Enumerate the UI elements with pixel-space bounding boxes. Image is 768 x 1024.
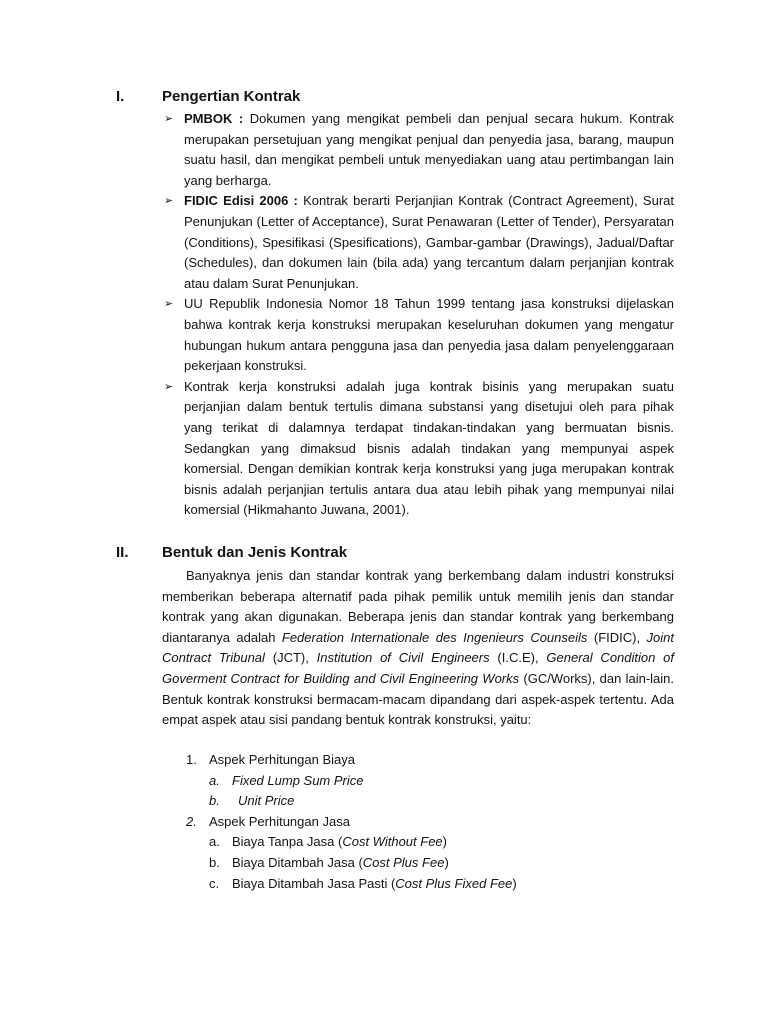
bullet-item (162, 294, 674, 376)
subitem-letter: b. (209, 793, 220, 809)
subitem-text-post: ) (442, 834, 447, 850)
para-term: Federation Internationale des Ingenieurs Counseils (281, 629, 588, 645)
bullet-text: Kontrak berarti Perjanjian Kontrak (Contract Agreement), Surat Penunjukan (Letter of Acceptance), Surat Penawaran (Letter of Tender), Persyaratan (Conditions), Spesifikasi (Spesifications), Gambar-gambar (Drawings), Jadual/Daftar (Schedules), dan dokumen lain (bila ada) yang tercantum dalam perjanjian kontrak atau dalam Surat Penunjukan. (184, 193, 675, 291)
aspect-subitem (162, 771, 674, 792)
subitem-term: Cost Without Fee (342, 834, 443, 850)
para-text: (JCT), (264, 650, 317, 666)
section-1-bullet-list (162, 109, 674, 521)
bullet-lead: PMBOK : (184, 111, 244, 126)
section-1-number: I. (116, 88, 125, 105)
section-2-title: Bentuk dan Jenis Kontrak (162, 544, 348, 561)
subitem-letter: b. (209, 854, 220, 870)
para-text: (GC/Works), dan lain-lain. Bentuk kontrak konstruksi bermacam-macam dipandang dari aspek-aspek tertentu. Ada empat aspek atau sisi pandang bentuk kontrak konstruksi, yaitu: (162, 670, 674, 728)
para-text: Banyaknya jenis dan standar kontrak yang berkembang dalam industri konstruksi memberikan beberapa alternatif pada pihak pemilik untuk memilih jenis dan standar kontrak yang akan digunakan. Beberapa jenis dan standar kontrak yang berkembang diantaranya adalah (162, 568, 674, 645)
subitem-letter: a. (209, 772, 220, 788)
subitem-text-post: ) (512, 875, 517, 891)
subitem-term: Cost Plus Fixed Fee (395, 875, 513, 891)
aspect-subitem (162, 791, 674, 812)
para-text: (FIDIC), (587, 629, 647, 645)
bullet-text: Dokumen yang mengikat pembeli dan penjual secara hukum. Kontrak merupakan persetujuan yang mengikat penjual dan penyedia jasa, barang, maupun suatu hasil, dan mengikat pembeli untuk menyediakan uang atau pertimbangan lain yang berharga. (184, 111, 674, 188)
subitem-text (232, 832, 447, 853)
subitem-text-pre: Biaya Ditambah Jasa Pasti ( (232, 875, 396, 891)
subitem-term: Cost Plus Fee (362, 854, 445, 870)
section-2-paragraph (162, 566, 674, 731)
section-2-number: II. (116, 544, 129, 561)
para-term: General Condition of Goverment Contract for Building and Civil Engineering Works (162, 650, 675, 686)
subitem-text-pre: Biaya Tanpa Jasa ( (232, 834, 343, 850)
aspect-label: Aspek Perhitungan Jasa (209, 813, 350, 829)
aspect-subitem (162, 853, 674, 874)
subitem-text: Fixed Lump Sum Price (232, 772, 364, 788)
arrow-bullet-icon: ➢ (164, 380, 174, 393)
bullet-item (162, 377, 674, 521)
arrow-bullet-icon: ➢ (164, 298, 174, 311)
subitem-letter: a. (209, 834, 220, 850)
subitem-text: Unit Price (238, 793, 295, 809)
para-term: Joint Contract Tribunal (162, 629, 674, 666)
bullet-item (162, 109, 674, 191)
bullet-lead: FIDIC Edisi 2006 : (184, 193, 298, 209)
para-term: Institution of Civil Engineers (316, 650, 490, 666)
bullet-text: Kontrak kerja konstruksi adalah juga kontrak bisinis yang merupakan suatu perjanjian dalam bentuk tertulis dimana substansi yang disetujui oleh para pihak yang terikat di dalamnya terdapat tindakan-tindakan yang bermuatan bisnis. Sedangkan yang dimaksud bisnis adalah tindakan yang mempunyai aspek komersial. Dengan demikian kontrak kerja konstruksi yang juga merupakan kontrak bisnis adalah perjanjian tertulis antara dua atau lebih pihak yang mempunyai nilai komersial (Hikmahanto Juwana, 2001). (184, 378, 674, 518)
aspect-item (162, 812, 674, 833)
aspect-item (162, 750, 674, 771)
aspect-number: 1. (186, 752, 197, 767)
subitem-text-pre: Biaya Ditambah Jasa ( (232, 854, 363, 870)
arrow-bullet-icon: ➢ (164, 195, 174, 208)
bullet-text: UU Republik Indonesia Nomor 18 Tahun 1999 tentang jasa konstruksi dijelaskan bahwa kontrak kerja konstruksi merupakan keseluruhan dokumen yang mengatur hubungan hukum antara pengguna jasa dan penyedia jasa dalam penyelenggaraan pekerjaan konstruksi. (184, 296, 674, 374)
para-text: (I.C.E), (489, 650, 547, 666)
subitem-letter: c. (209, 875, 220, 891)
aspect-subitem (162, 832, 674, 853)
section-1-title: Pengertian Kontrak (162, 88, 301, 105)
arrow-bullet-icon: ➢ (164, 113, 174, 125)
aspect-list (162, 750, 674, 894)
subitem-text (232, 853, 449, 874)
subitem-text (232, 874, 517, 895)
bullet-item (162, 191, 674, 294)
aspect-subitem (162, 874, 674, 895)
aspect-label: Aspek Perhitungan Biaya (209, 752, 355, 767)
subitem-text-post: ) (444, 854, 449, 870)
aspect-number: 2. (186, 813, 197, 829)
